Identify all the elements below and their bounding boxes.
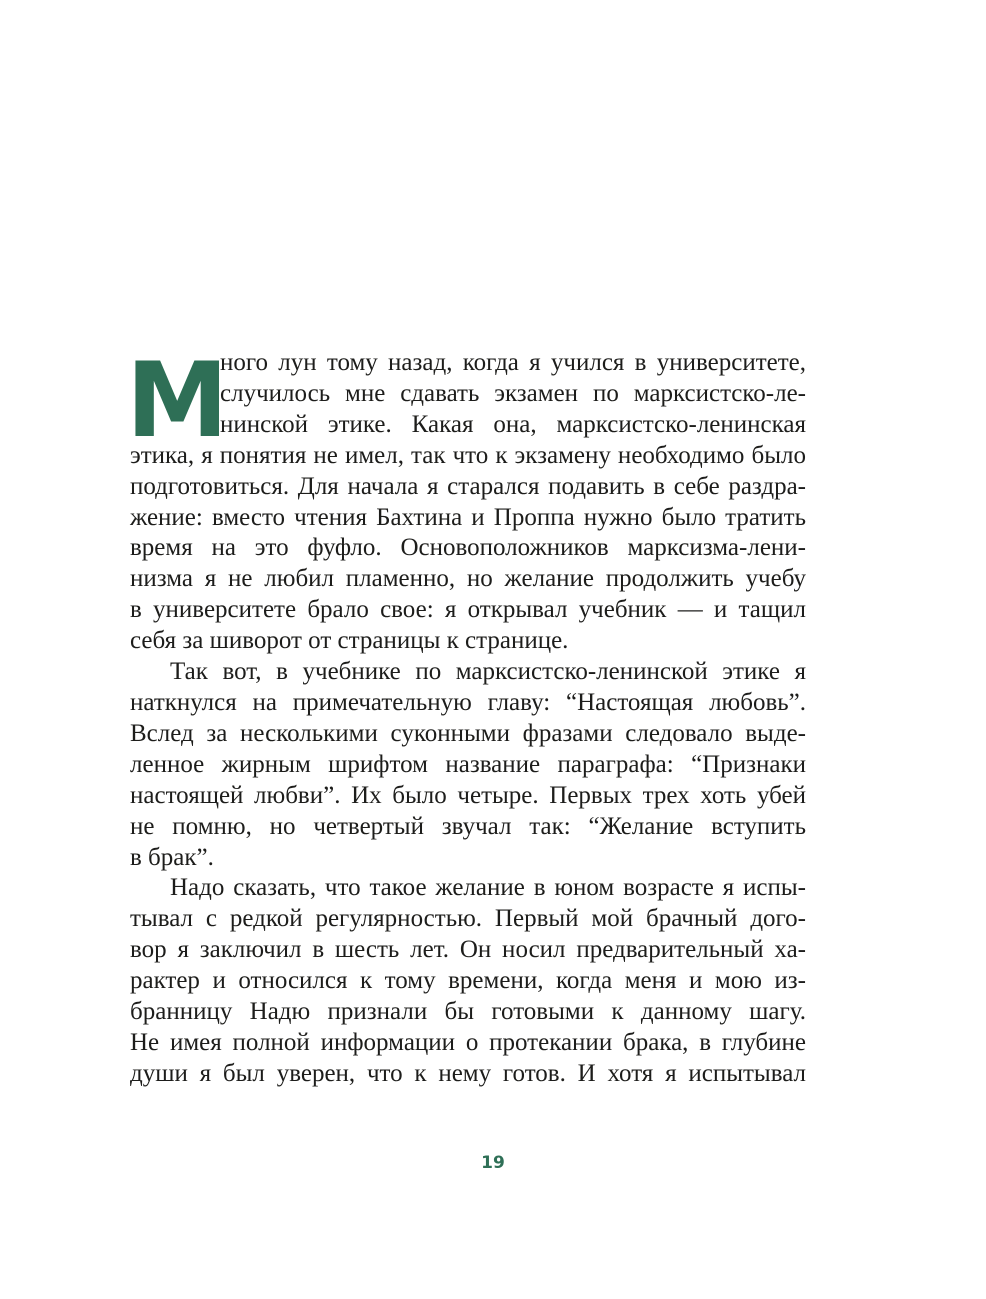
text-line: низма я не любил пламенно, но желание продолжить учебу xyxy=(130,565,806,593)
text-line: нинской этике. Какая она, марксистско-ленинская xyxy=(220,410,806,438)
text-line: в брак”. xyxy=(130,843,214,871)
text-line: случилось мне сдавать экзамен по марксистско-ле- xyxy=(220,379,806,407)
text-line: ленное жирным шрифтом название параграфа: “Признаки xyxy=(130,750,806,778)
text-line: тывал с редкой регулярностью. Первый мой брачный дого- xyxy=(130,905,806,933)
text-line: наткнулся на примечательную главу: “Настоящая любовь”. xyxy=(130,688,806,716)
text-line: не помню, но четвертый звучал так: “Желание вступить xyxy=(130,812,806,840)
text-line: этика, я понятия не имел, так что к экзамену необходимо было xyxy=(130,441,806,469)
paragraph-3 xyxy=(130,873,806,1089)
text-line: настоящей любви”. Их было четыре. Первых трех хоть убей xyxy=(130,781,806,809)
text-line: Не имея полной информации о протекании брака, в глубине xyxy=(130,1028,806,1056)
text-line: время на это фуфло. Основоположников марксизма-лени- xyxy=(130,534,806,562)
text-line: Так вот, в учебнике по марксистско-ленинской этике я xyxy=(170,658,806,686)
text-line: бранницу Надю признали бы готовыми к данному шагу. xyxy=(130,998,806,1026)
text-line: в университете брало свое: я открывал учебник — и тащил xyxy=(130,596,806,624)
text-line: жение: вместо чтения Бахтина и Проппа нужно было тратить xyxy=(130,503,806,531)
paragraph-2 xyxy=(130,657,806,873)
paragraph-1 xyxy=(130,348,806,657)
text-line: ного лун тому назад, когда я учился в университете, xyxy=(220,349,806,376)
text-line: вор я заключил в шесть лет. Он носил предварительный ха- xyxy=(130,936,806,964)
text-line: рактер и относился к тому времени, когда меня и мою из- xyxy=(130,967,806,995)
drop-cap: М xyxy=(126,341,227,461)
text-line: подготовиться. Для начала я старался подавить в себе раздра- xyxy=(130,472,806,500)
text-line: Вслед за несколькими суконными фразами следовало выде- xyxy=(130,719,806,747)
page-number: 19 xyxy=(481,1153,505,1173)
body-text xyxy=(126,341,806,1090)
text-line: себя за шиворот от страницы к странице. xyxy=(130,627,569,655)
text-line: души я был уверен, что к нему готов. И хотя я испытывал xyxy=(130,1059,806,1087)
text-line: Надо сказать, что такое желание в юном возрасте я испы- xyxy=(170,874,806,902)
